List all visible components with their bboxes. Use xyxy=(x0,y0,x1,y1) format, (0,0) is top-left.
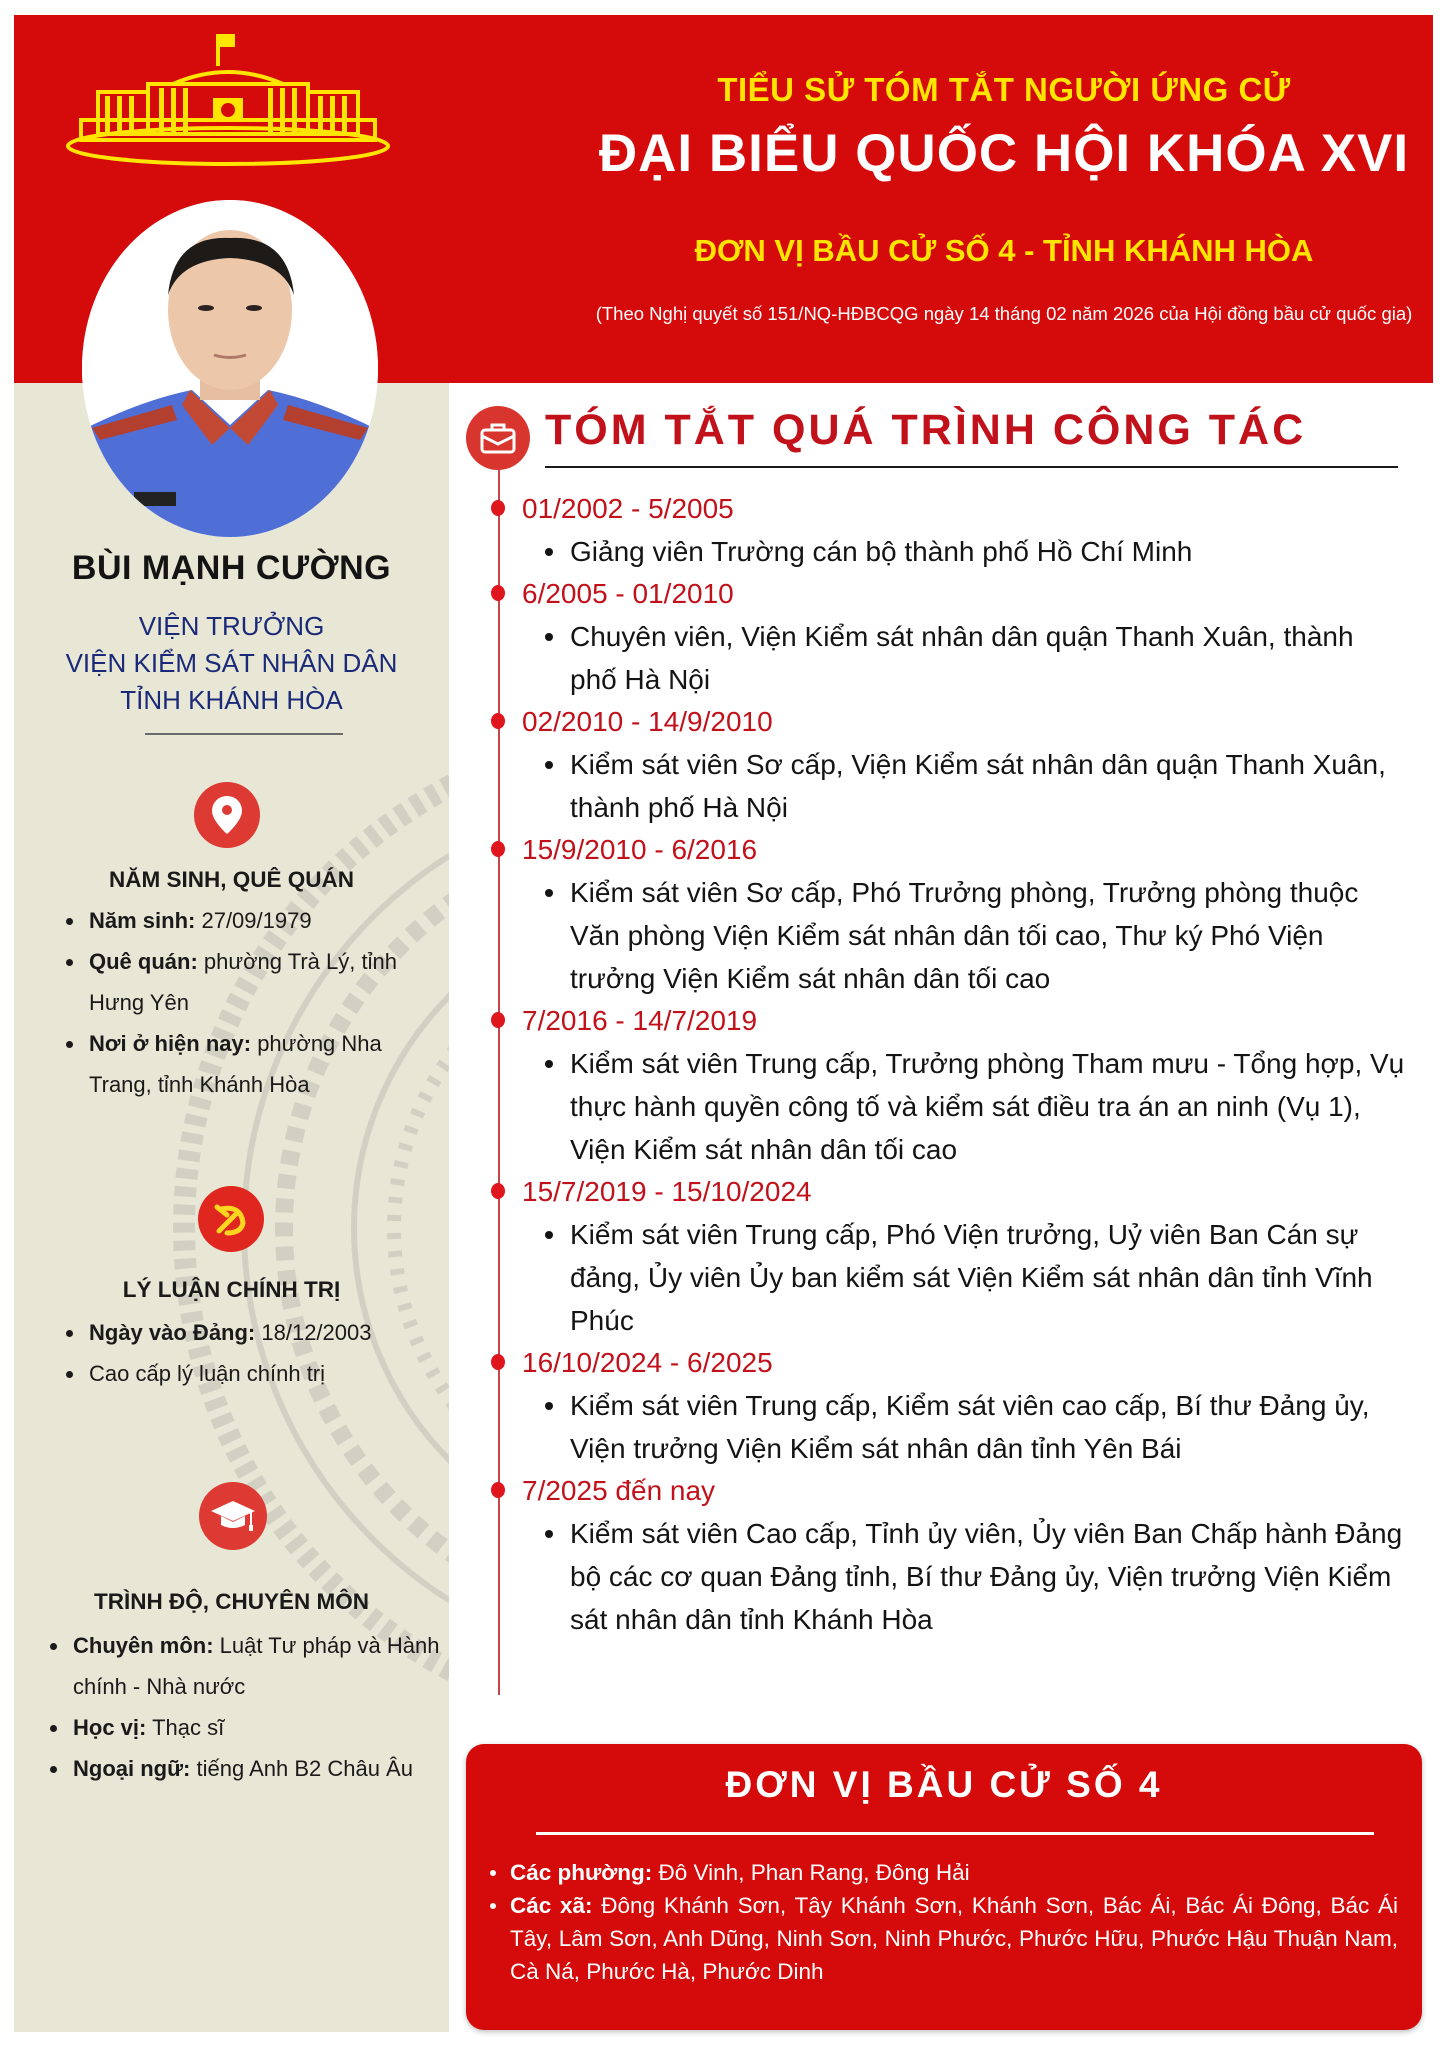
timeline-dot xyxy=(491,1012,505,1028)
timeline-dot xyxy=(491,1354,505,1370)
candidate-photo xyxy=(82,200,378,537)
timeline-desc: Kiểm sát viên Trung cấp, Kiểm sát viên cao cấp, Bí thư Đảng ủy, Viện trưởng Viện Kiểm sát nhân dân tỉnh Yên Bái xyxy=(488,1384,1408,1470)
timeline-dot xyxy=(491,500,505,516)
timeline-entry xyxy=(488,1171,1418,1342)
timeline-entry xyxy=(488,829,1418,1000)
graduation-cap-icon xyxy=(199,1482,267,1550)
education-info-list xyxy=(50,1625,440,1789)
timeline-dot xyxy=(491,841,505,857)
divider xyxy=(145,733,343,735)
timeline-desc: Giảng viên Trường cán bộ thành phố Hồ Chí Minh xyxy=(488,530,1408,573)
section-title-birth: NĂM SINH, QUÊ QUÁN xyxy=(108,867,354,892)
timeline-dot xyxy=(491,585,505,601)
candidate-role xyxy=(14,608,449,719)
timeline-desc: Kiểm sát viên Sơ cấp, Viện Kiểm sát nhân dân quận Thanh Xuân, thành phố Hà Nội xyxy=(488,743,1408,829)
timeline-date: 02/2010 - 14/9/2010 xyxy=(522,706,773,737)
timeline-entry xyxy=(488,701,1418,829)
timeline-desc: Kiểm sát viên Trung cấp, Phó Viện trưởng, Uỷ viên Ban Cán sự đảng, Ủy viên Ủy ban kiểm sát Viện Kiểm sát nhân dân tỉnh Vĩnh Phúc xyxy=(488,1213,1408,1342)
list-item: Cao cấp lý luận chính trị xyxy=(66,1353,426,1394)
role-line: VIỆN TRƯỞNG xyxy=(138,611,325,641)
timeline-desc: Chuyên viên, Viện Kiểm sát nhân dân quận Thanh Xuân, thành phố Hà Nội xyxy=(488,615,1408,701)
section-title-education: TRÌNH ĐỘ, CHUYÊN MÔN xyxy=(94,1589,369,1614)
list-item: Các xã: Đông Khánh Sơn, Tây Khánh Sơn, Khánh Sơn, Bác Ái, Bác Ái Đông, Bác Ái Tây, Lâm Sơn, Anh Dũng, Ninh Sơn, Ninh Phước, Phước Hữu, Phước Hậu Thuận Nam, Cà Ná, Phước Hà, Phước Dinh xyxy=(488,1889,1398,1988)
timeline-date: 6/2005 - 01/2010 xyxy=(522,578,734,609)
timeline-entry xyxy=(488,1000,1418,1171)
timeline-date: 7/2016 - 14/7/2019 xyxy=(522,1005,758,1036)
location-pin-icon xyxy=(194,782,260,848)
timeline-date: 01/2002 - 5/2005 xyxy=(522,493,734,524)
list-item: Ngoại ngữ: tiếng Anh B2 Châu Âu xyxy=(50,1748,440,1789)
list-item: Ngày vào Đảng: 18/12/2003 xyxy=(66,1312,426,1353)
role-line: VIỆN KIỂM SÁT NHÂN DÂN xyxy=(65,648,398,678)
electoral-unit-list xyxy=(488,1856,1398,1988)
timeline-dot xyxy=(491,713,505,729)
electoral-unit-heading: ĐƠN VỊ BẦU CỬ SỐ 4 xyxy=(725,1764,1163,1805)
electoral-unit-title: ĐƠN VỊ BẦU CỬ SỐ 4 - TỈNH KHÁNH HÒA xyxy=(694,233,1314,268)
timeline-heading: TÓM TẮT QUÁ TRÌNH CÔNG TÁC xyxy=(545,406,1307,454)
list-item: Quê quán: phường Trà Lý, tỉnh Hưng Yên xyxy=(66,941,426,1023)
role-line: TỈNH KHÁNH HÒA xyxy=(120,685,343,715)
timeline-date: 7/2025 đến nay xyxy=(522,1475,716,1506)
birth-info-list xyxy=(66,900,426,1105)
list-item: Chuyên môn: Luật Tư pháp và Hành chính - Nhà nước xyxy=(50,1625,440,1707)
timeline-desc: Kiểm sát viên Trung cấp, Trưởng phòng Tham mưu - Tổng hợp, Vụ thực hành quyền công tố và kiểm sát điều tra án an ninh (Vụ 1), Viện Kiểm sát nhân dân tối cao xyxy=(488,1042,1408,1171)
timeline-date: 15/9/2010 - 6/2016 xyxy=(522,834,758,865)
political-info-list xyxy=(66,1312,426,1394)
electoral-unit-box xyxy=(466,1744,1422,2030)
section-title-political: LÝ LUẬN CHÍNH TRỊ xyxy=(122,1277,341,1302)
divider xyxy=(536,1832,1374,1835)
hammer-sickle-icon xyxy=(198,1186,264,1252)
portrait-icon xyxy=(82,200,378,537)
timeline-list xyxy=(488,488,1418,1641)
main-title: ĐẠI BIỂU QUỐC HỘI KHÓA XVI xyxy=(598,124,1410,183)
list-item: Nơi ở hiện nay: phường Nha Trang, tỉnh Khánh Hòa xyxy=(66,1023,426,1105)
timeline-entry xyxy=(488,573,1418,701)
timeline-entry xyxy=(488,1470,1418,1641)
timeline-dot xyxy=(491,1183,505,1199)
timeline-dot xyxy=(491,1482,505,1498)
timeline-desc: Kiểm sát viên Sơ cấp, Phó Trưởng phòng, Trưởng phòng thuộc Văn phòng Viện Kiểm sát nhân dân tối cao, Thư ký Phó Viện trưởng Viện Kiểm sát nhân dân tối cao xyxy=(488,871,1408,1000)
list-item: Học vị: Thạc sĩ xyxy=(50,1707,440,1748)
resolution-note: (Theo Nghị quyết số 151/NQ-HĐBCQG ngày 14 tháng 02 năm 2026 của Hội đồng bầu cử quốc gia) xyxy=(595,303,1413,324)
timeline-desc: Kiểm sát viên Cao cấp, Tỉnh ủy viên, Ủy viên Ban Chấp hành Đảng bộ các cơ quan Đảng tỉnh, Bí thư Đảng ủy, Viện trưởng Viện Kiểm sát nhân dân tỉnh Khánh Hòa xyxy=(488,1512,1408,1641)
kicker-title: TIỂU SỬ TÓM TẮT NGƯỜI ỨNG CỬ xyxy=(717,71,1291,108)
timeline-entry xyxy=(488,488,1418,573)
timeline-date: 15/7/2019 - 15/10/2024 xyxy=(522,1176,812,1207)
list-item: Các phường: Đô Vinh, Phan Rang, Đông Hải xyxy=(488,1856,1398,1889)
list-item: Năm sinh: 27/09/1979 xyxy=(66,900,426,941)
briefcase-icon xyxy=(466,406,530,470)
timeline-date: 16/10/2024 - 6/2025 xyxy=(522,1347,773,1378)
timeline-entry xyxy=(488,1342,1418,1470)
heading-underline xyxy=(545,466,1398,468)
national-assembly-building-icon xyxy=(63,32,393,174)
candidate-name: BÙI MẠNH CƯỜNG xyxy=(71,549,392,587)
